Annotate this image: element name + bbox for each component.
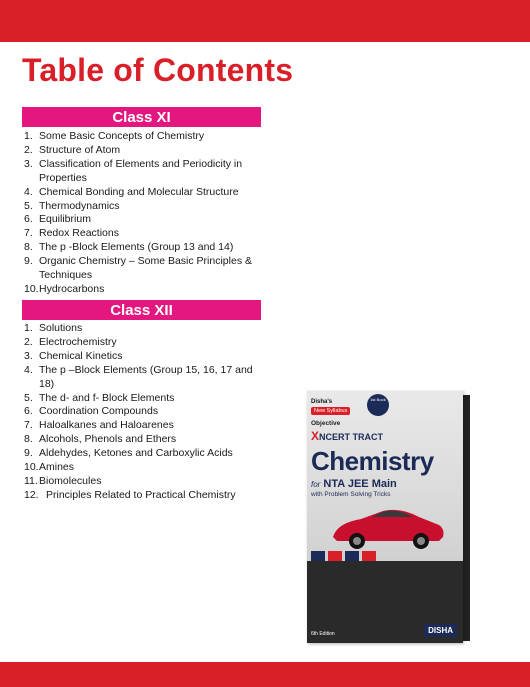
book-cover-image (307, 391, 467, 643)
book-ncert-label: XNCERT TRACT (311, 429, 384, 443)
page-title: Table of Contents (22, 52, 294, 88)
chapter-item: 10. Amines (24, 461, 75, 474)
chapter-item: 4. Chemical Bonding and Molecular Structure (24, 185, 239, 198)
chapter-item: 10. Hydrocarbons (24, 282, 105, 295)
chapter-item: 2. Electrochemistry (24, 335, 117, 348)
chapter-item: 3. Chemical Kinetics (24, 349, 123, 362)
chapter-item: 9. Aldehydes, Ketones and Carboxylic Acids (24, 447, 233, 460)
book-bottom-band (307, 561, 463, 643)
chapter-item: 6. Equilibrium (24, 213, 91, 226)
class-xii-header: Class XII (22, 300, 261, 320)
book-edition: 6th Edition (311, 631, 335, 637)
chapter-item: 11. Biomolecules (24, 474, 102, 487)
chapter-item: 5. The d- and f- Block Elements (24, 391, 175, 404)
chapter-item: 12. Principles Related to Practical Chemistry (24, 488, 236, 501)
chapter-item: 7. Haloalkanes and Haloarenes (24, 419, 174, 432)
book-objective: Objective (311, 420, 341, 427)
chapter-item: 6. Coordination Compounds (24, 405, 159, 418)
book-spine (463, 395, 470, 641)
class-xii-list (24, 322, 271, 503)
chapter-item: 9. Organic Chemistry – Some Basic Principles & Techniques (24, 255, 252, 282)
book-badge: 1st Book (367, 394, 389, 416)
chapter-item: 1. Some Basic Concepts of Chemistry (24, 130, 205, 142)
book-exam: for NTA JEE Main (311, 478, 397, 490)
class-xi-list (24, 130, 264, 297)
chapter-item: 8. The p -Block Elements (Group 13 and 14) (24, 241, 234, 254)
chapter-item: 8. Alcohols, Phenols and Ethers (24, 433, 177, 446)
top-banner (0, 0, 530, 42)
chapter-item: 2. Structure of Atom (24, 143, 121, 156)
chapter-item: 3. Classification of Elements and Periodicity in Properties (24, 157, 243, 184)
book-publisher-line: Disha's (311, 399, 333, 405)
car-illustration (327, 501, 447, 553)
bottom-banner (0, 662, 530, 687)
class-xi-header: Class XI (22, 107, 261, 127)
book-front (307, 391, 463, 643)
chapter-item: 1. Solutions (24, 322, 83, 334)
book-subject: Chemistry (311, 446, 434, 476)
book-tag: New Syllabus (311, 407, 350, 415)
chapter-item: 5. Thermodynamics (24, 199, 120, 212)
chapter-item: 4. The p –Block Elements (Group 15, 16, 17 and 18) (24, 363, 253, 390)
chapter-item: 7. Redox Reactions (24, 227, 119, 240)
book-subtitle: with Problem Solving Tricks (311, 491, 391, 498)
disha-logo: DISHA (424, 624, 457, 637)
